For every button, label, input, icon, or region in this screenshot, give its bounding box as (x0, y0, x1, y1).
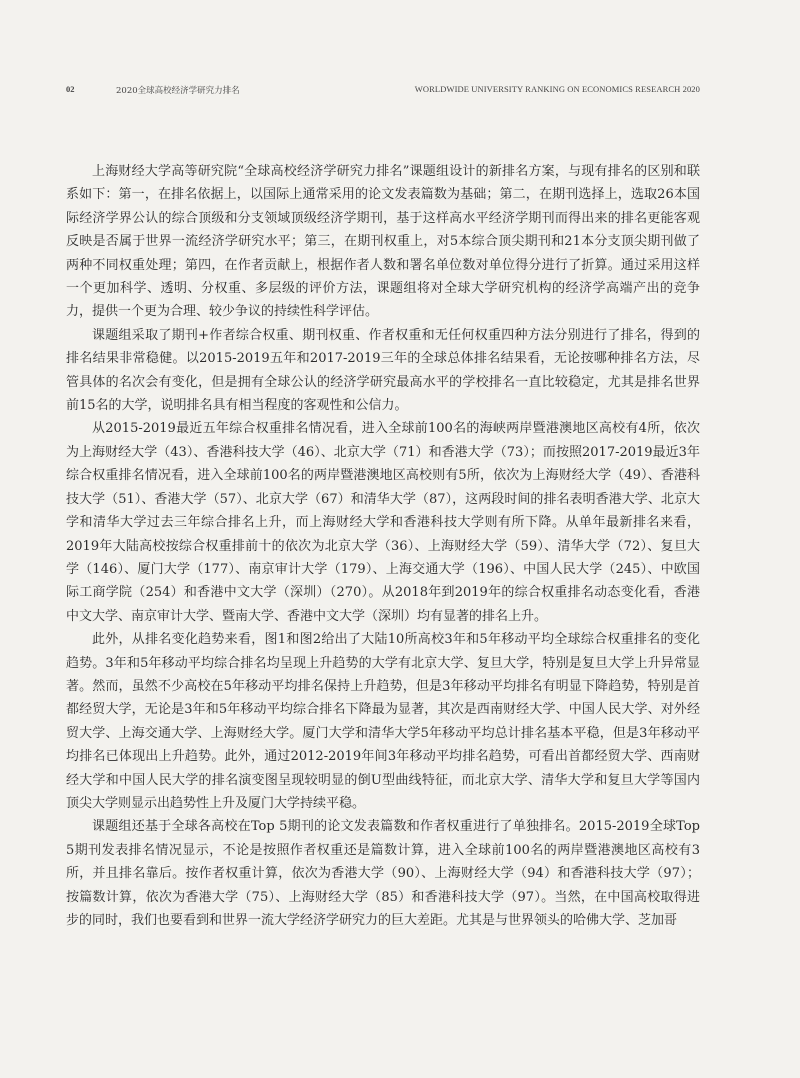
paragraph: 上海财经大学高等研究院“全球高校经济学研究力排名”课题组设计的新排名方案，与现有排名的区别和联系如下：第一，在排名依据上，以国际上通常采用的论文发表篇数为基础；第二，在期刊选择上，选取26本国际经济学界公认的综合顶级和分支领域顶级经济学期刊，基于这样高水平经济学期刊而得出来的排名更能客观反映是否属于世界一流经济学研究水平；第三，在期刊权重上，对5本综合顶尖期刊和21本分支顶尖期刊做了两种不同权重处理；第四，在作者贡献上，根据作者人数和署名单位数对单位得分进行了折算。通过采用这样一个更加科学、透明、分权重、多层级的评价方法，课题组将对全球大学研究机构的经济学高端产出的竞争力，提供一个更为合理、较少争议的持续性科学评估。 (66, 164, 700, 320)
page-number: 02 (66, 84, 75, 94)
header-title-english: WORLDWIDE UNIVERSITY RANKING ON ECONOMICS RESEARCH 2020 (414, 84, 700, 94)
paragraph: 课题组采取了期刊+作者综合权重、期刊权重、作者权重和无任何权重四种方法分别进行了排名，得到的排名结果非常稳健。以2015-2019五年和2017-2019三年的全球总体排名结果看，无论按哪种排名方法，尽管具体的名次会有变化，但是拥有全球公认的经济学研究最高水平的学校排名一直比较稳定，尤其是排名世界前15名的大学，说明排名具有相当程度的客观性和公信力。 (66, 327, 700, 414)
paragraph: 课题组还基于全球各高校在Top 5期刊的论文发表篇数和作者权重进行了单独排名。2015-2019全球Top 5期刊发表排名情况显示，不论是按照作者权重还是篇数计算，进入全球前100名的两岸暨港澳地区高校有3所，并且排名靠后。按作者权重计算，依次为香港大学（90）、上海财经大学（94）和香港科技大学（97）；按篇数计算，依次为香港大学（75）、上海财经大学（85）和香港科技大学（97）。当然，在中国高校取得进步的同时，我们也要看到和世界一流大学经济学研究力的巨大差距。尤其是与世界领头的哈佛大学、芝加哥 (66, 819, 700, 928)
header-title-chinese: 2020全球高校经济学研究力排名 (116, 86, 240, 96)
paragraph: 此外，从排名变化趋势来看，图1和图2给出了大陆10所高校3年和5年移动平均全球综合权重排名的变化趋势。3年和5年移动平均综合排名均呈现上升趋势的大学有北京大学、复旦大学，特别是复旦大学上升异常显著。然而，虽然不少高校在5年移动平均排名保持上升趋势，但是3年移动平均排名有明显下降趋势，特别是首都经贸大学，无论是3年和5年移动平均综合排名下降最为显著，其次是西南财经大学、中国人民大学、对外经贸大学、上海交通大学、上海财经大学。厦门大学和清华大学5年移动平均总计排名基本平稳，但是3年移动平均排名已体现出上升趋势。此外，通过2012-2019年间3年移动平均排名趋势，可看出首都经贸大学、西南财经大学和中国人民大学的排名演变图呈现较明显的倒U型曲线特征，而北京大学、清华大学和复旦大学等国内顶尖大学则显示出趋势性上升及厦门大学持续平稳。 (66, 632, 700, 811)
running-header (66, 84, 700, 98)
body-text (66, 160, 700, 932)
paragraph: 从2015-2019最近五年综合权重排名情况看，进入全球前100名的海峡两岸暨港澳地区高校有4所，依次为上海财经大学（43）、香港科技大学（46）、北京大学（71）和香港大学（73）；而按照2017-2019最近3年综合权重排名情况看，进入全球前100名的两岸暨港澳地区高校则有5所，依次为上海财经大学（49）、香港科技大学（51）、香港大学（57）、北京大学（67）和清华大学（87），这两段时间的排名表明香港大学、北京大学和清华大学过去三年综合排名上升，而上海财经大学和香港科技大学则有所下降。从单年最新排名来看，2019年大陆高校按综合权重排前十的依次为北京大学（36）、上海财经大学（59）、清华大学（72）、复旦大学（146）、厦门大学（177）、南京审计大学（179）、上海交通大学（196）、中国人民大学（245）、中欧国际工商学院（254）和香港中文大学（深圳）（270）。从2018年到2019年的综合权重排名动态变化看，香港中文大学、南京审计大学、暨南大学、香港中文大学（深圳）均有显著的排名上升。 (66, 421, 700, 624)
